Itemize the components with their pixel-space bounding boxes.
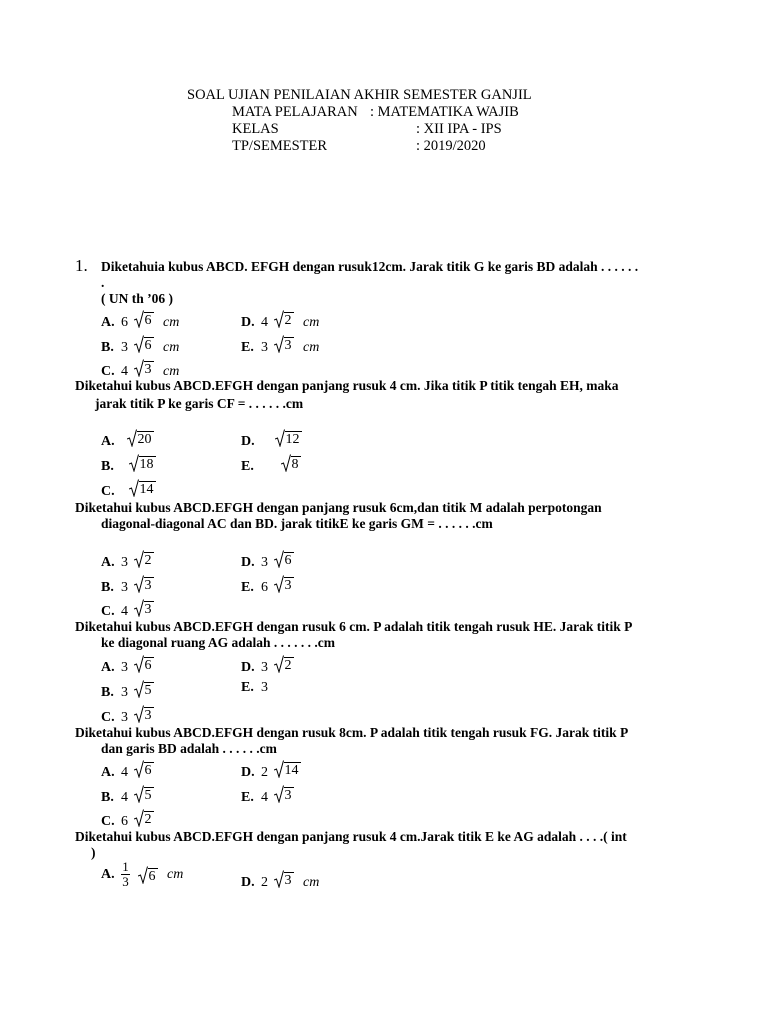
question-3-option-b [101, 575, 154, 596]
option-coefficient: 4 [121, 364, 128, 379]
question-4-option-e [241, 680, 268, 696]
sqrt-sign [129, 479, 156, 497]
radicand: 12 [285, 432, 300, 447]
question-5-text: Diketahui kubus ABCD.EFGH dengan rusuk 8cm. P adalah titik tengah rusuk FG. Jarak titik P [75, 725, 629, 740]
question-5-text-cont: dan garis BD adalah . . . . . .cm [101, 741, 277, 756]
option-label: B. [101, 790, 114, 805]
subject-key: MATA PELAJARAN [232, 104, 358, 120]
fraction-numerator: 1 [122, 859, 129, 874]
question-6-option-d [241, 870, 319, 891]
option-label: D. [241, 434, 255, 449]
sqrt-sign [275, 429, 302, 447]
question-1-option-b [101, 335, 179, 356]
question-6-text-cont: ) [91, 845, 96, 860]
radicand: 3 [284, 338, 292, 353]
question-3-option-c [101, 599, 154, 620]
question-3-text-cont: diagonal-diagonal AC dan BD. jarak titikE ke garis GM = . . . . . .cm [101, 516, 493, 531]
radicand: 18 [139, 457, 154, 472]
option-label: B. [101, 459, 114, 474]
option-label: B. [101, 685, 114, 700]
option-label: C. [101, 364, 115, 379]
option-coefficient: 3 [121, 555, 128, 570]
radicand: 6 [144, 763, 152, 778]
class-value: : XII IPA - IPS [416, 121, 502, 137]
radicand: 2 [144, 553, 152, 568]
sqrt-sign [134, 760, 154, 778]
option-label: A. [101, 315, 115, 330]
radicand: 3 [144, 578, 152, 593]
sqrt-sign [138, 866, 158, 884]
option-coefficient: 2 [261, 765, 268, 780]
option-label: E. [241, 680, 254, 695]
option-coefficient: 3 [261, 660, 268, 675]
question-3-option-a [101, 550, 154, 571]
question-1-option-e [241, 335, 319, 356]
radicand: 2 [284, 658, 292, 673]
radicand: 2 [284, 313, 292, 328]
question-1-option-a [101, 310, 179, 331]
radicand: 3 [144, 602, 152, 617]
option-label: A. [101, 765, 115, 780]
sqrt-sign [274, 870, 294, 888]
radicand: 20 [137, 432, 152, 447]
sqrt-sign [274, 655, 294, 673]
option-coefficient: 6 [121, 315, 128, 330]
question-6-option-a [101, 860, 183, 889]
sqrt-sign [274, 310, 294, 328]
question-5-option-d [241, 760, 301, 781]
option-label: A. [101, 555, 115, 570]
radicand: 6 [284, 553, 292, 568]
option-coefficient: 4 [261, 790, 268, 805]
option-unit: cm [163, 315, 180, 330]
option-label: B. [101, 580, 114, 595]
radicand: 3 [284, 873, 292, 888]
question-1-source: ( UN th ’06 ) [101, 291, 173, 306]
radicand: 3 [284, 578, 292, 593]
option-label: B. [101, 340, 114, 355]
option-label: C. [101, 484, 115, 499]
question-3-option-d [241, 550, 294, 571]
question-2-option-b [101, 454, 156, 475]
sqrt-sign [134, 550, 154, 568]
radicand: 14 [139, 482, 154, 497]
question-1-option-c [101, 359, 179, 380]
question-1-text: Diketahuia kubus ABCD. EFGH dengan rusuk12cm. Jarak titik G ke garis BD adalah . . . . . . [101, 259, 639, 274]
sqrt-sign [274, 335, 294, 353]
sqrt-sign [134, 705, 154, 723]
option-coefficient: 3 [121, 580, 128, 595]
option-coefficient: 6 [121, 814, 128, 829]
option-coefficient: 4 [121, 765, 128, 780]
option-coefficient: 3 [121, 710, 128, 725]
question-4-option-b [101, 680, 154, 701]
question-1-option-d [241, 310, 319, 331]
option-label: E. [241, 340, 254, 355]
question-4-text: Diketahui kubus ABCD.EFGH dengan rusuk 6 cm. P adalah titik tengah rusuk HE. Jarak titik P [75, 619, 633, 634]
option-label: E. [241, 790, 254, 805]
sqrt-sign [274, 785, 294, 803]
question-2-option-c [101, 479, 156, 500]
question-5-option-a [101, 760, 154, 781]
radicand: 14 [284, 763, 299, 778]
radicand: 6 [144, 313, 152, 328]
option-coefficient: 3 [261, 340, 268, 355]
radicand: 6 [144, 338, 152, 353]
question-5-option-e [241, 785, 294, 806]
question-5-option-b [101, 785, 154, 806]
subject-value: : MATEMATIKA WAJIB [370, 104, 519, 120]
sqrt-sign [134, 599, 154, 617]
question-1-number: 1. [75, 256, 88, 275]
sqrt-sign [134, 310, 154, 328]
radicand: 3 [284, 788, 292, 803]
option-unit: cm [163, 364, 180, 379]
sqrt-sign [134, 655, 154, 673]
question-3-option-e [241, 575, 294, 596]
option-coefficient: 3 [121, 660, 128, 675]
option-label: E. [241, 459, 254, 474]
question-5-option-c [101, 809, 154, 830]
option-label: C. [101, 814, 115, 829]
radicand: 2 [144, 812, 152, 827]
sqrt-sign [134, 359, 154, 377]
option-label: C. [101, 604, 115, 619]
option-coefficient: 4 [121, 790, 128, 805]
option-label: D. [241, 765, 255, 780]
option-unit: cm [303, 875, 320, 890]
question-2-option-d [241, 429, 302, 450]
option-label: D. [241, 660, 255, 675]
radicand: 5 [144, 683, 152, 698]
radicand: 3 [144, 708, 152, 723]
sqrt-sign [274, 575, 294, 593]
question-1-text-cont: . [101, 275, 105, 290]
radicand: 5 [144, 788, 152, 803]
class-key: KELAS [232, 121, 279, 137]
tp-key: TP/SEMESTER [232, 138, 328, 154]
radicand: 8 [291, 457, 299, 472]
option-coefficient: 2 [261, 875, 268, 890]
option-coefficient: 3 [261, 680, 268, 695]
radicand: 6 [144, 658, 152, 673]
sqrt-sign [134, 809, 154, 827]
question-4-option-d [241, 655, 294, 676]
sqrt-sign [129, 454, 156, 472]
question-2-text: Diketahui kubus ABCD.EFGH dengan panjang rusuk 4 cm. Jika titik P titik tengah EH, maka [75, 378, 619, 393]
option-label: D. [241, 555, 255, 570]
radicand: 6 [148, 868, 156, 884]
option-unit: cm [167, 866, 184, 882]
sqrt-sign [134, 785, 154, 803]
option-coefficient: 4 [261, 315, 268, 330]
tp-value: : 2019/2020 [416, 138, 486, 154]
fraction [121, 860, 130, 889]
option-unit: cm [303, 340, 320, 355]
option-label: D. [241, 875, 255, 890]
sqrt-sign [281, 454, 301, 472]
option-label: D. [241, 315, 255, 330]
option-label: C. [101, 710, 115, 725]
option-coefficient: 3 [121, 340, 128, 355]
option-label: A. [101, 660, 115, 675]
sqrt-sign [127, 429, 154, 447]
question-2-option-e [241, 454, 301, 475]
sqrt-sign [274, 550, 294, 568]
sqrt-sign [274, 760, 301, 778]
sqrt-sign [134, 335, 154, 353]
option-label: A. [101, 866, 115, 882]
sqrt-sign [134, 680, 154, 698]
sqrt-sign [134, 575, 154, 593]
question-2-text-cont: jarak titik P ke garis CF = . . . . . .cm [95, 396, 304, 411]
question-4-option-c [101, 705, 154, 726]
option-coefficient: 3 [121, 685, 128, 700]
question-6-text: Diketahui kubus ABCD.EFGH dengan panjang rusuk 4 cm.Jarak titik E ke AG adalah . . . .( int [75, 829, 627, 844]
option-coefficient: 6 [261, 580, 268, 595]
exam-title: SOAL UJIAN PENILAIAN AKHIR SEMESTER GANJIL [187, 87, 532, 103]
option-coefficient: 3 [261, 555, 268, 570]
option-label: E. [241, 580, 254, 595]
question-4-option-a [101, 655, 154, 676]
option-unit: cm [303, 315, 320, 330]
fraction-denominator: 3 [122, 874, 129, 889]
option-label: A. [101, 434, 115, 449]
option-unit: cm [163, 340, 180, 355]
question-3-text: Diketahui kubus ABCD.EFGH dengan panjang rusuk 6cm,dan titik M adalah perpotongan [75, 500, 602, 515]
question-4-text-cont: ke diagonal ruang AG adalah . . . . . . .cm [101, 635, 336, 650]
option-coefficient: 4 [121, 604, 128, 619]
radicand: 3 [144, 362, 152, 377]
question-2-option-a [101, 429, 154, 450]
